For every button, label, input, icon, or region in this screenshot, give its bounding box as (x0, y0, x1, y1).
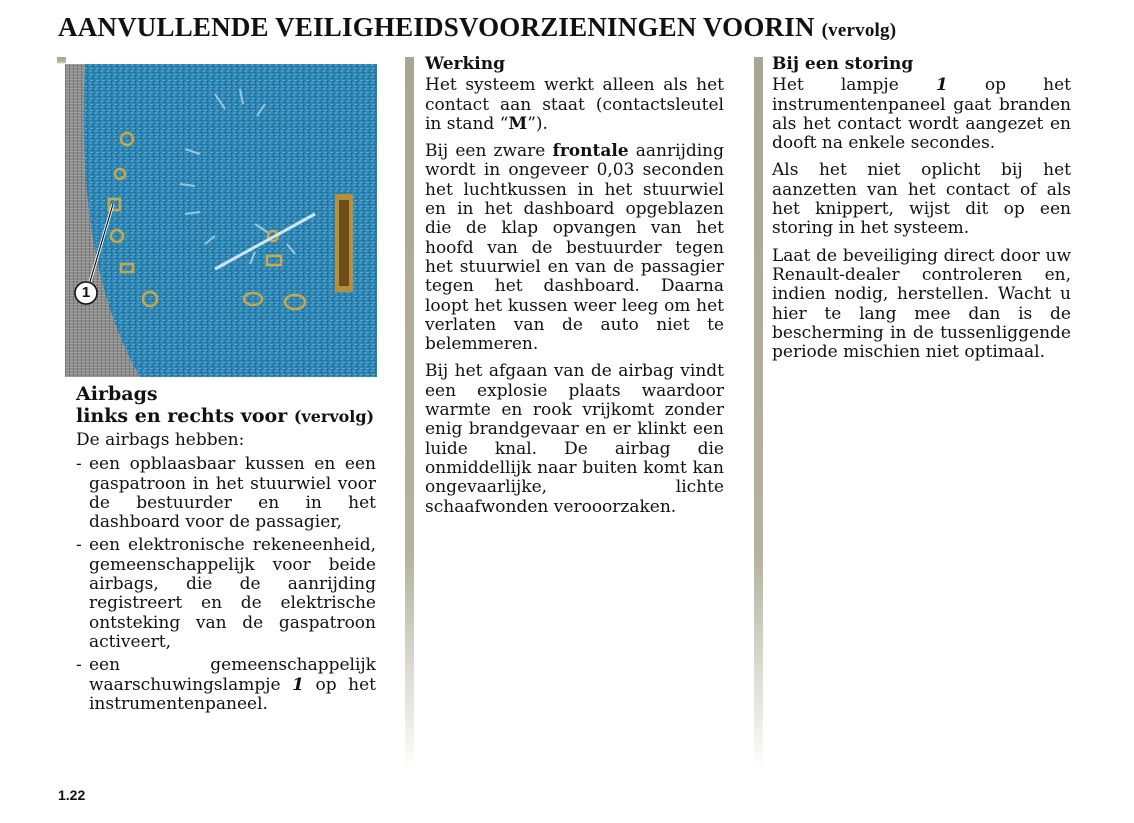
page-title-suffix: (vervolg) (821, 20, 897, 41)
callout-label-1: 1 (81, 284, 91, 301)
instrument-panel-icon (65, 64, 377, 377)
column-left-body (76, 431, 376, 718)
section-heading-line1: Airbags (76, 383, 158, 405)
reference-number: 1 (292, 674, 304, 695)
column-middle-body (425, 55, 724, 525)
intro-text: De airbags hebben: (76, 430, 245, 450)
list-item: - een opblaasbaar kussen en een gaspatroon in het stuurwiel voor de bestuurder en in het dashboard voor de passagier, (76, 455, 376, 532)
section-heading-suffix: (vervolg) (293, 407, 375, 426)
paragraph-text: Het lampje (772, 75, 899, 96)
paragraph: Als het niet oplicht bij het aanzetten van het contact of als het knippert, wijst dit op een storing in het systeem. (772, 160, 1071, 239)
paragraph-text: op het instrumentenpaneel gaat branden als het contact wordt aangezet en dooft na enkele secondes. (772, 75, 1071, 154)
list-item-text: een gemeenschappelijk waarschuwingslampje (89, 655, 376, 695)
paragraph (425, 76, 724, 134)
key-position: M (508, 113, 528, 134)
section-heading (76, 383, 374, 428)
list-item (76, 656, 376, 714)
page-title-text: AANVULLENDE VEILIGHEIDSVOORZIENINGEN VOORIN (58, 12, 815, 42)
werking-heading: Werking (425, 54, 505, 74)
list-item: - een elektronische rekeneenheid, gemeenschappelijk voor beide airbags, die de aanrijding registreert en de elektrische ontsteking van de gaspatroon activeert, (76, 536, 376, 652)
paragraph: Bij het afgaan van de airbag vindt een explosie plaats waardoor warmte en rook vrijkomt zonder enig brandgevaar en er klinkt een luide knal. De airbag die onmiddellijk naar buiten komt kan ongevaarlijke, lichte schaafwonden verooorzaken. (425, 361, 724, 517)
column-right-body (772, 55, 1071, 370)
instrument-panel-figure (65, 64, 377, 377)
airbag-components-list (76, 455, 376, 714)
paragraph-text: aanrijding wordt in ongeveer 0,03 seconden het luchtkussen in het stuurwiel en in het dashboard opgeblazen die de klap opvangen van het hoofd van de bestuurder tegen het stuurwiel en van de passagier tegen het dashboard. Daarna loopt het kussen weer leeg om het verlaten van de auto niet te belemmeren. (425, 141, 724, 355)
page-number: 1.22 (58, 787, 86, 803)
paragraph: Laat de beveiliging direct door uw Renault-dealer controleren en, indien nodig, herstellen. Wacht u hier te lang mee dan is de bescherming in de tussenliggende periode mischien niet optimaal. (772, 245, 1071, 363)
column-bar-right (754, 57, 763, 769)
paragraph (772, 76, 1071, 153)
paragraph-text: ”). (527, 113, 548, 134)
section-heading-line2-text: links en rechts voor (76, 405, 288, 427)
list-item-text: op het instrumentenpaneel. (89, 674, 376, 714)
page-title (58, 12, 1118, 43)
emphasis-text: frontale (552, 141, 629, 162)
section-heading-line2 (76, 405, 374, 428)
paragraph-text: Het systeem werkt alleen als het contact aan staat (contactsleutel in stand “ (425, 75, 724, 134)
column-bar-middle (405, 57, 414, 769)
storing-heading: Bij een storing (772, 54, 914, 74)
paragraph-text: Bij een zware (425, 141, 546, 162)
reference-number: 1 (935, 75, 948, 96)
column-bar-left (57, 57, 66, 64)
paragraph (425, 142, 724, 354)
